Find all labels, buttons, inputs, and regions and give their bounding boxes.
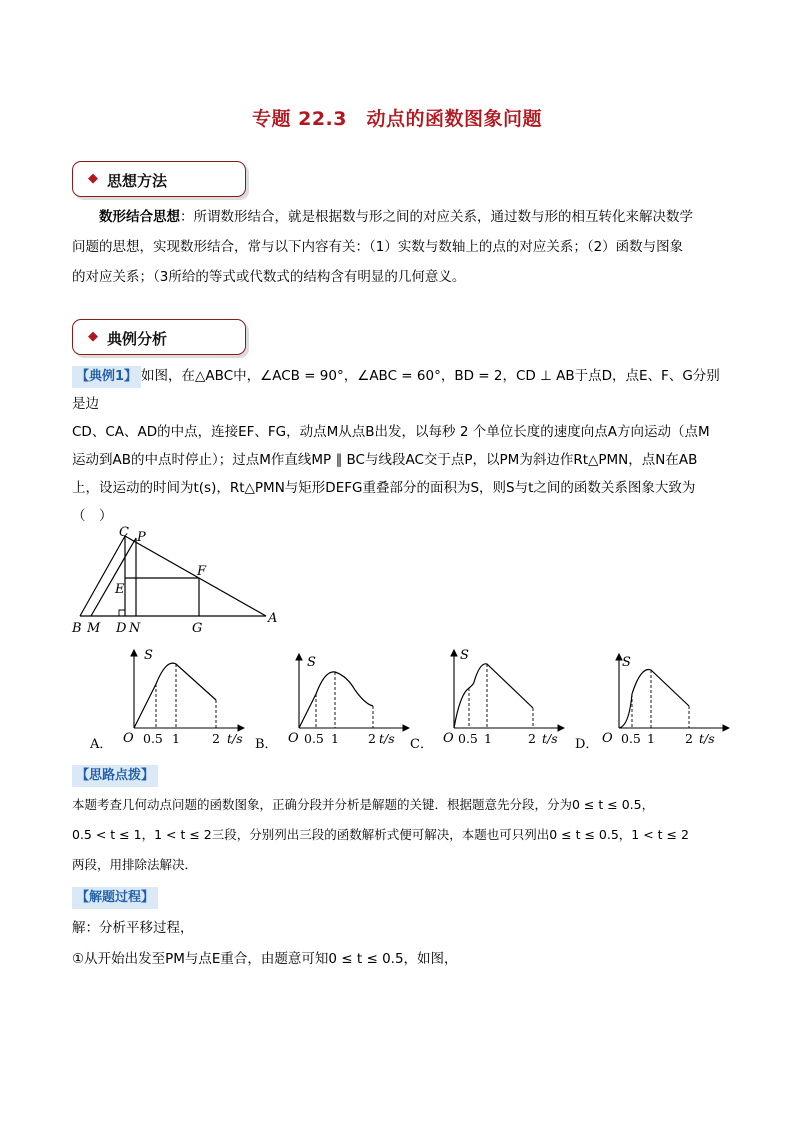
tick-1: 1 [172,731,180,746]
option-a-graph[interactable] [90,644,250,752]
solution-section [72,882,722,912]
label-B: B [72,621,82,636]
example-line-4: 上，设运动的时间为t(s)，Rt△PMN与矩形DEFG重叠部分的面积为S，则S与t之间的函数关系图象大致为 [72,480,696,496]
label-P: P [137,530,146,545]
origin-label: O [602,731,613,746]
hint-section [72,760,732,790]
tick-0.5: 0.5 [304,731,324,746]
example-line-2: CD、CA、AD的中点，连接EF、FG，动点M从点B出发，以每秒 2 个单位长度的速度向点A方向运动（点M [72,424,710,440]
example-tag: 【典例1】 [72,366,141,388]
curve [299,672,373,728]
example-line-5: （ ） [72,508,113,524]
tick-0.5: 0.5 [143,731,163,746]
t-axis-label: t/s [542,731,558,746]
origin-label: O [288,731,299,746]
origin-label: O [123,731,134,746]
label-E: E [115,582,125,597]
segment-MP [91,538,136,616]
tick-1: 1 [331,731,339,746]
option-d-graph[interactable] [575,644,735,752]
tick-1: 1 [484,731,492,746]
method-lead: 数形结合思想 [99,209,180,225]
method-paragraph [72,202,722,292]
tick-2: 2 [528,731,536,746]
label-C: C [119,526,129,540]
option-letter: C． [410,737,433,752]
option-letter: A． [90,737,113,752]
option-letter: B． [255,737,278,752]
example-paragraph [72,362,722,530]
tick-2: 2 [212,731,220,746]
label-A: A [268,611,278,626]
t-axis-label: t/s [699,731,715,746]
option-letter: D． [575,737,599,752]
page-title: 专题 22.3 动点的函数图象问题 [252,108,542,130]
method-text-1: ：所谓数形结合，就是根据数与形之间的对应关系，通过数与形的相互转化来解决数学 [180,209,693,225]
hint-tag: 【思路点拨】 [72,765,158,787]
label-M: M [87,621,101,636]
section-header-method [72,161,246,197]
right-angle-mark [119,610,125,616]
s-label: S [144,648,153,663]
tick-2: 2 [685,731,693,746]
tick-1: 1 [647,731,655,746]
hint-line-1: 本题考查几何动点问题的函数图象，正确分段并分析是解题的关键．根据题意先分段，分为0 ≤ t ≤ 0.5， [72,797,655,812]
t-axis-label: t/s [227,731,243,746]
s-label: S [307,655,316,670]
diamond-bullet-icon: ◆ [88,171,98,186]
section-header-example [72,319,246,355]
section-label: 思想方法 [107,172,168,190]
curve [619,670,689,729]
tick-0.5: 0.5 [621,731,641,746]
segment-CA [125,536,266,616]
curve [134,663,216,728]
option-b-graph[interactable] [255,644,415,752]
option-c-graph[interactable] [410,644,570,752]
triangle-figure [66,526,296,638]
segment-BC [80,536,125,616]
section-label: 典例分析 [107,330,168,348]
origin-label: O [443,731,454,746]
t-axis-label: t/s [379,731,395,746]
method-text-2: 问题的思想，实现数形结合，常与以下内容有关：（1）实数与数轴上的点的对应关系；（2）函数与图象 [72,239,684,255]
hint-line-2: 0.5 < t ≤ 1，1 < t ≤ 2三段，分别列出三段的函数解析式便可解决，本题也可只列出0 ≤ t ≤ 0.5，1 < t ≤ 2 [72,827,689,842]
label-D: D [116,621,127,636]
tick-0.5: 0.5 [458,731,478,746]
solution-line-2: ①从开始出发至PM与点E重合，由题意可知0 ≤ t ≤ 0.5，如图， [72,951,458,967]
label-G: G [192,621,203,636]
s-label: S [622,655,631,670]
method-text-3: 的对应关系；（3所给的等式或代数式的结构含有明显的几何意义。 [72,269,466,285]
solution-paragraph [72,913,722,975]
label-N: N [129,621,141,636]
label-F: F [197,564,207,579]
curve [454,664,533,728]
solution-line-1: 解：分析平移过程， [72,920,194,936]
s-label: S [460,648,469,663]
example-line-1: 如图，在△ABC中，∠ACB = 90°，∠ABC = 60°，BD = 2，CD ⊥ AB于点D，点E、F、G分别是边 [72,368,720,412]
example-line-3: 运动到AB的中点时停止）；过点M作直线MP ∥ BC与线段AC交于点P，以PM为斜边作Rt△PMN，点N在AB [72,452,698,468]
tick-2: 2 [368,731,376,746]
hint-paragraph [72,790,732,880]
solution-tag: 【解题过程】 [72,887,158,909]
hint-line-3: 两段，用排除法解决． [72,857,198,872]
diamond-bullet-icon: ◆ [88,329,98,344]
